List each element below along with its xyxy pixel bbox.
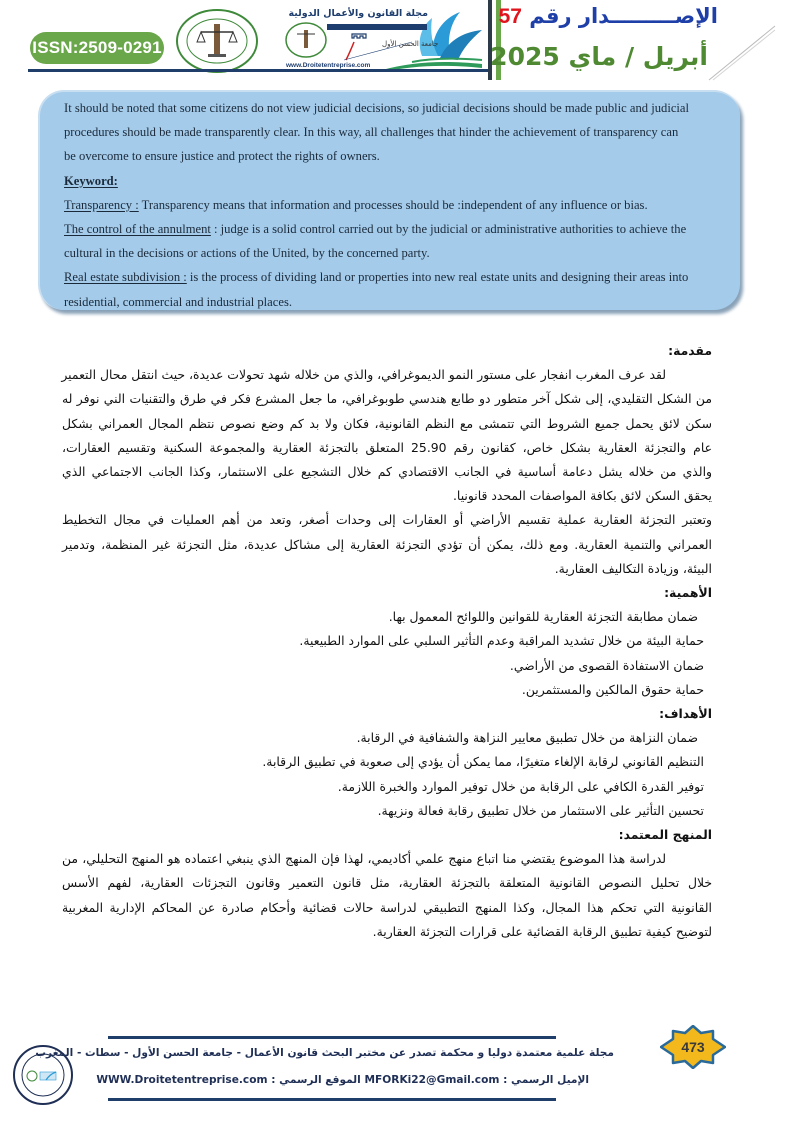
journal-subtitle-bar [327, 24, 427, 30]
intro-line: لقد عرف المغرب انفجار على مستور النمو الديموغرافي، والذي من خلاله شهد تحولات عديدة، حيث انتقل محال التعمير [61, 367, 666, 383]
email-label: الإميل الرسمي : [499, 1074, 589, 1086]
header-divider [28, 69, 490, 72]
importance-item: حماية حقوق المالكين والمستثمرين. [521, 681, 704, 697]
journal-logo [282, 4, 488, 72]
research-lab-seal-icon [175, 8, 259, 74]
intro-line: من الشكل التقليدي، إلى شكل آخر متطور دو طابع هندسي طوبوغرافي، ما جعل المشرع فكر في طرق والتقنيات الني نوفر له [62, 391, 712, 407]
decorative-stroke-icon [705, 24, 777, 82]
intro-heading: مقدمة: [668, 343, 712, 358]
method-heading: المنهج المعتمد: [618, 827, 712, 843]
objective-item: تحسين التأثير على الاستثمار من خلال تطبيق رقابة فعالة ونزيهة. [377, 802, 704, 818]
intro-line: والذي من خلاله يشل دعامة أساسية في الجانب الاقتصادي كم خلال التشجيع على الاستثمار، وكذا الجانب الاجتماعي الذي [62, 464, 712, 480]
email-link[interactable]: MFORKi22@Gmail.com [364, 1074, 500, 1086]
importance-item: ضمان مطابقة التجزئة العقارية للقوانين واللوائح المعمول بها. [388, 609, 698, 625]
intro2-line: وتعتبر التجزئة العقارية عملية تقسيم الأراضي أو العقارات إلى وحدات أصغر، وتعد من أهم العمليات في مجال التخطيط [62, 512, 712, 528]
keyword-definition: is the process of dividing land or properties into new real estate units and designing their areas into [186, 270, 689, 285]
keyword-definition-continued: residential, commercial and industrial places. [64, 294, 293, 309]
article-body [62, 339, 712, 944]
objective-item: التنظيم القانوني لرقابة الإلغاء متغيرًا، مما يمكن أن يؤدي إلى صعوبة في تطبيق الرقابة. [262, 754, 704, 770]
importance-item: حماية البيئة من خلال تشديد المراقبة وعدم التأثير السلبي على الموارد الطبيعية. [299, 633, 704, 649]
page-number: 473 [681, 1039, 705, 1055]
intro2-line: البيئة، وزيادة التكاليف العقارية. [554, 560, 712, 576]
university-name: جامعة الحسن الأول [382, 40, 439, 48]
keyword-definition-continued: cultural in the decisions or actions of the United, by the concerned party. [64, 246, 430, 261]
issue-date: أبريل / ماي 2025 [490, 42, 708, 71]
issue-prefix: الإصـــــــــدار رقم [529, 4, 718, 28]
intro2-line: العمراني والتنمية العقارية. ومع ذلك، يمكن أن تؤدي التجزئة العقارية إلى مشاكل عديدة، مثل التجزئة غير المنظمة، وتدمير [62, 536, 712, 552]
method-line: لدراسة هذا الموضوع يقتضي منا اتباع منهج علمي أكاديمي، لهذا فإن المنهج الذي ينبغي اعتماده هو المنهج التحليلي، من [62, 851, 666, 867]
abstract-line: be overcome to ensure justice and protect the rights of owners. [64, 149, 380, 164]
method-line: القانونية التي تحكم هذا المجال، وكذا المنهج التطبيقي لدراسة حالات قضائية وأحكام صادرة عن المحاكم الإدارية المغربية [62, 899, 712, 915]
issue-number: 57 [498, 5, 522, 28]
keyword-definition: Transparency means that information and processes should be :independent of any influence or bias. [138, 197, 648, 212]
website-label: الموقع الرسمي : [267, 1074, 361, 1086]
intro-line: سكن لائق يحمل جميع الشروط التي تتمشى مع النظم القانونية، فكان ولا بد كم وضع نصوص نتظم المجال العمراني بشكل [62, 415, 712, 431]
keyword-heading: Keyword: [64, 173, 118, 188]
keyword-term: Transparency : [64, 197, 139, 212]
importance-heading: الأهمية: [664, 585, 712, 601]
website-link[interactable]: WWW.Droitetentreprise.com [96, 1074, 268, 1086]
issn-badge: ISSN:2509-0291 [30, 32, 164, 64]
objective-item: توفير القدرة الكافي على الرقابة من خلال توفير الموارد والخبرة اللازمة. [337, 778, 704, 794]
footer-journal-statement: مجلة علمية معتمدة دوليا و محكمة تصدر عن مختبر البحث قانون الأعمال - جامعة الحسن الأول - سطات - المغرب [35, 1047, 614, 1059]
keyword-term: The control of the annulment [64, 222, 211, 237]
abstract-line: procedures should be made transparently clear. In this way, all challenges that hinder the achievement of transparency can [64, 125, 679, 140]
intro-line: عام والتجزئة العقارية بشكل خاص، كقانون رقم 25.90 المتعلق بالتجزئة العقارية والمجموعة السكنية وتقسيم العقارات، [62, 439, 712, 455]
issue-label [499, 4, 718, 29]
importance-item: ضمان الاستفادة القصوى من الأراضي. [509, 657, 704, 673]
page-header [0, 0, 794, 82]
footer-divider-bottom [108, 1098, 556, 1101]
method-line: لتوضيح كيفية تطبيق الرقابة القضائية على قرارات التجزئة العقارية. [372, 923, 712, 939]
keyword-real-estate-subdivision [64, 265, 730, 289]
footer-contact [96, 1074, 589, 1086]
journal-title-ar: مجلة القانون والأعمال الدولية [288, 8, 428, 19]
abstract-line: It should be noted that some citizens do not view judicial decisions, so judicial decisions should be made public and judicial [64, 101, 690, 115]
journal-url: www.Droitetentreprise.com [286, 62, 371, 69]
method-line: خلال تحليل النصوص القانونية المتعلقة بالتجزئة العقارية، مثل قانون التعمير وقانون التجزئات العقارية، لفهم الأسس [62, 875, 712, 891]
keyword-term: Real estate subdivision : [64, 270, 187, 285]
intro-line: يحقق السكن لائق بكافة المواصفات المحدد قانونيا. [452, 488, 712, 504]
abstract-box [38, 90, 740, 310]
objectives-heading: الأهداف: [659, 706, 712, 722]
keyword-definition: : judge is a solid control carried out by the judicial or administrative authorities to achieve the [210, 222, 687, 237]
keyword-transparency [64, 193, 730, 217]
objective-item: ضمان النزاهة من خلال تطبيق معايير النزاهة والشفافية في الرقابة. [356, 730, 698, 746]
footer-divider-top [108, 1036, 556, 1039]
keyword-annulment-control [64, 217, 730, 241]
